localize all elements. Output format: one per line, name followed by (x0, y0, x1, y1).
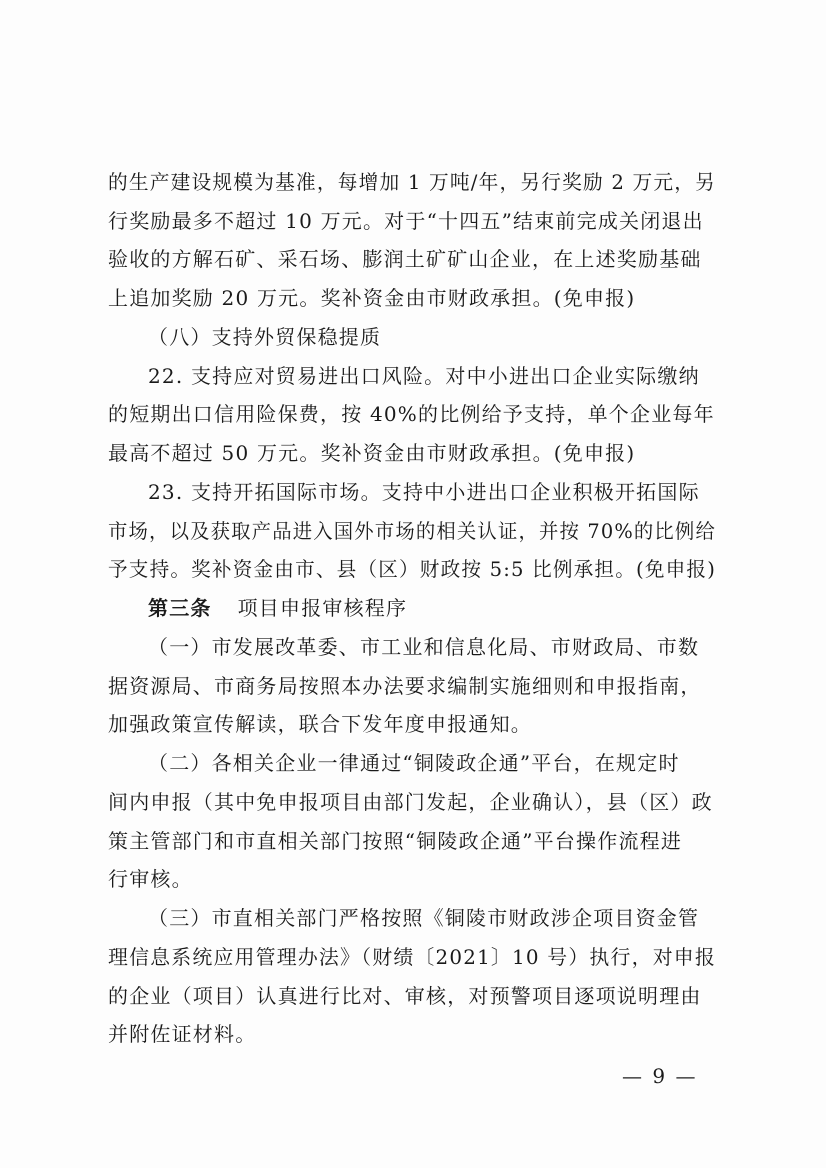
procedure-3-line-4: 并附佐证材料。 (108, 1022, 257, 1046)
procedure-2-line-4: 行审核。 (108, 867, 193, 891)
procedure-1-line-1: （一）市发展改革委、市工业和信息化局、市财政局、市数 (148, 635, 700, 659)
procedure-3-line-2: 理信息系统应用管理办法》（财绩〔2021〕10 号）执行，对申报 (108, 945, 716, 969)
procedure-1-line-3: 加强政策宣传解读，联合下发年度申报通知。 (108, 712, 532, 736)
article-3-title: 项目申报审核程序 (237, 596, 408, 620)
procedure-2-line-3: 策主管部门和市直相关部门按照“铜陵政企通”平台操作流程进 (108, 829, 683, 853)
procedure-3-line-1: （三）市直相关部门严格按照《铜陵市财政涉企项目资金管 (148, 906, 700, 930)
section-heading-8: （八）支持外贸保稳提质 (148, 325, 382, 349)
procedure-2-line-1: （二）各相关企业一律通过“铜陵政企通”平台，在规定时 (148, 751, 680, 775)
procedure-2-line-2: 间内申报（其中免申报项目由部门发起，企业确认），县（区）政 (108, 790, 713, 814)
body-line-4: 上追加奖励 20 万元。奖补资金由市财政承担。(免申报) (108, 286, 636, 310)
item-22-line-1: 22. 支持应对贸易进出口风险。对中小进出口企业实际缴纳 (148, 364, 700, 388)
procedure-3-line-3: 的企业（项目）认真进行比对、审核，对预警项目逐项说明理由 (108, 984, 702, 1008)
article-3-heading (148, 596, 407, 620)
item-23-line-3: 予支持。奖补资金由市、县（区）财政按 5:5 比例承担。(免申报) (108, 557, 717, 581)
item-22-line-3: 最高不超过 50 万元。奖补资金由市财政承担。(免申报) (108, 441, 636, 465)
procedure-1-line-2: 据资源局、市商务局按照本办法要求编制实施细则和申报指南， (108, 674, 702, 698)
item-23-line-2: 市场，以及获取产品进入国外市场的相关认证，并按 70%的比例给 (108, 519, 716, 543)
page-number: — 9 — (622, 1064, 698, 1088)
article-3-label: 第三条 (148, 596, 212, 620)
item-22-line-2: 的短期出口信用险保费，按 40%的比例给予支持，单个企业每年 (108, 402, 715, 426)
item-23-line-1: 23. 支持开拓国际市场。支持中小进出口企业积极开拓国际 (148, 480, 700, 504)
body-line-2: 行奖励最多不超过 10 万元。对于“十四五”结束前完成关闭退出 (108, 209, 704, 233)
body-line-1: 的生产建设规模为基准，每增加 1 万吨/年，另行奖励 2 万元，另 (108, 170, 717, 194)
body-line-3: 验收的方解石矿、采石场、膨润土矿矿山企业，在上述奖励基础 (108, 247, 702, 271)
